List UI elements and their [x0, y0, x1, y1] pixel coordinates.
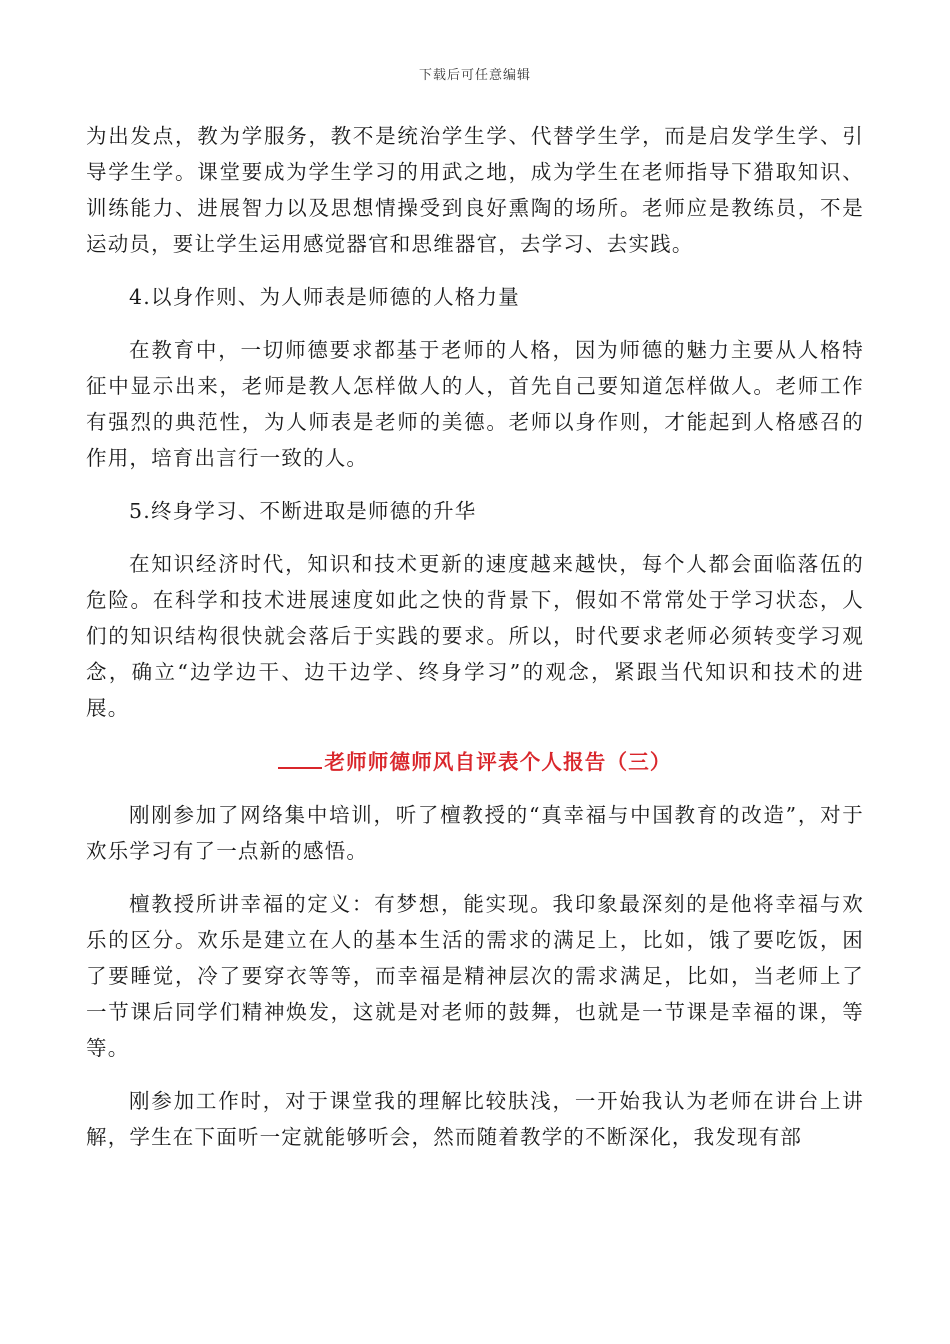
paragraph-personality: 在教育中，一切师德要求都基于老师的人格，因为师德的魅力主要从人格特征中显示出来，老师是教人怎样做人的人，首先自己要知道怎样做人。老师工作有强烈的典范性，为人师表是老师的美德。老师以身作则，才能起到人格感召的作用，培育出言行一致的人。: [86, 338, 864, 470]
title-blank-underline: [278, 745, 322, 769]
document-body: [86, 118, 864, 1172]
point-heading-4: 4.以身作则、为人师表是师德的人格力量: [129, 285, 520, 309]
paragraph-happiness-definition: 檀教授所讲幸福的定义：有梦想，能实现。我印象最深刻的是他将幸福与欢乐的区分。欢乐是建立在人的基本生活的需求的满足上，比如，饿了要吃饭，困了要睡觉，冷了要穿衣等等，而幸福是精神层次的需求满足，比如，当老师上了一节课后同学们精神焕发，这就是对老师的鼓舞，也就是一节课是幸福的课，等等。: [86, 892, 864, 1060]
paragraph-lifelong-learning: 在知识经济时代，知识和技术更新的速度越来越快，每个人都会面临落伍的危险。在科学和技术进展速度如此之快的背景下，假如不常常处于学习状态，人们的知识结构很快就会落后于实践的要求。所以，时代要求老师必须转变学习观念，确立“边学边干、边干边学、终身学习”的观念，紧跟当代知识和技术的进展。: [86, 552, 864, 720]
section-title-text: 老师师德师风自评表个人报告（三）: [324, 750, 672, 774]
paragraph-classroom-understanding: 刚参加工作时，对于课堂我的理解比较肤浅，一开始我认为老师在讲台上讲解，学生在下面听一定就能够听会，然而随着教学的不断深化，我发现有部: [86, 1089, 864, 1149]
point-heading-5: 5.终身学习、不断进取是师德的升华: [129, 499, 477, 523]
paragraph-continuation: 为出发点，教为学服务，教不是统治学生学、代替学生学，而是启发学生学、引导学生学。课堂要成为学生学习的用武之地，成为学生在老师指导下猎取知识、训练能力、进展智力以及思想情操受到良好熏陶的场所。老师应是教练员，不是运动员，要让学生运用感觉器官和思维器官，去学习、去实践。: [86, 124, 864, 256]
section-title: [86, 744, 864, 780]
page-header-note: 下载后可任意编辑: [418, 68, 531, 83]
paragraph-training: 刚刚参加了网络集中培训，听了檀教授的“真幸福与中国教育的改造”，对于欢乐学习有了一点新的感悟。: [86, 803, 864, 863]
